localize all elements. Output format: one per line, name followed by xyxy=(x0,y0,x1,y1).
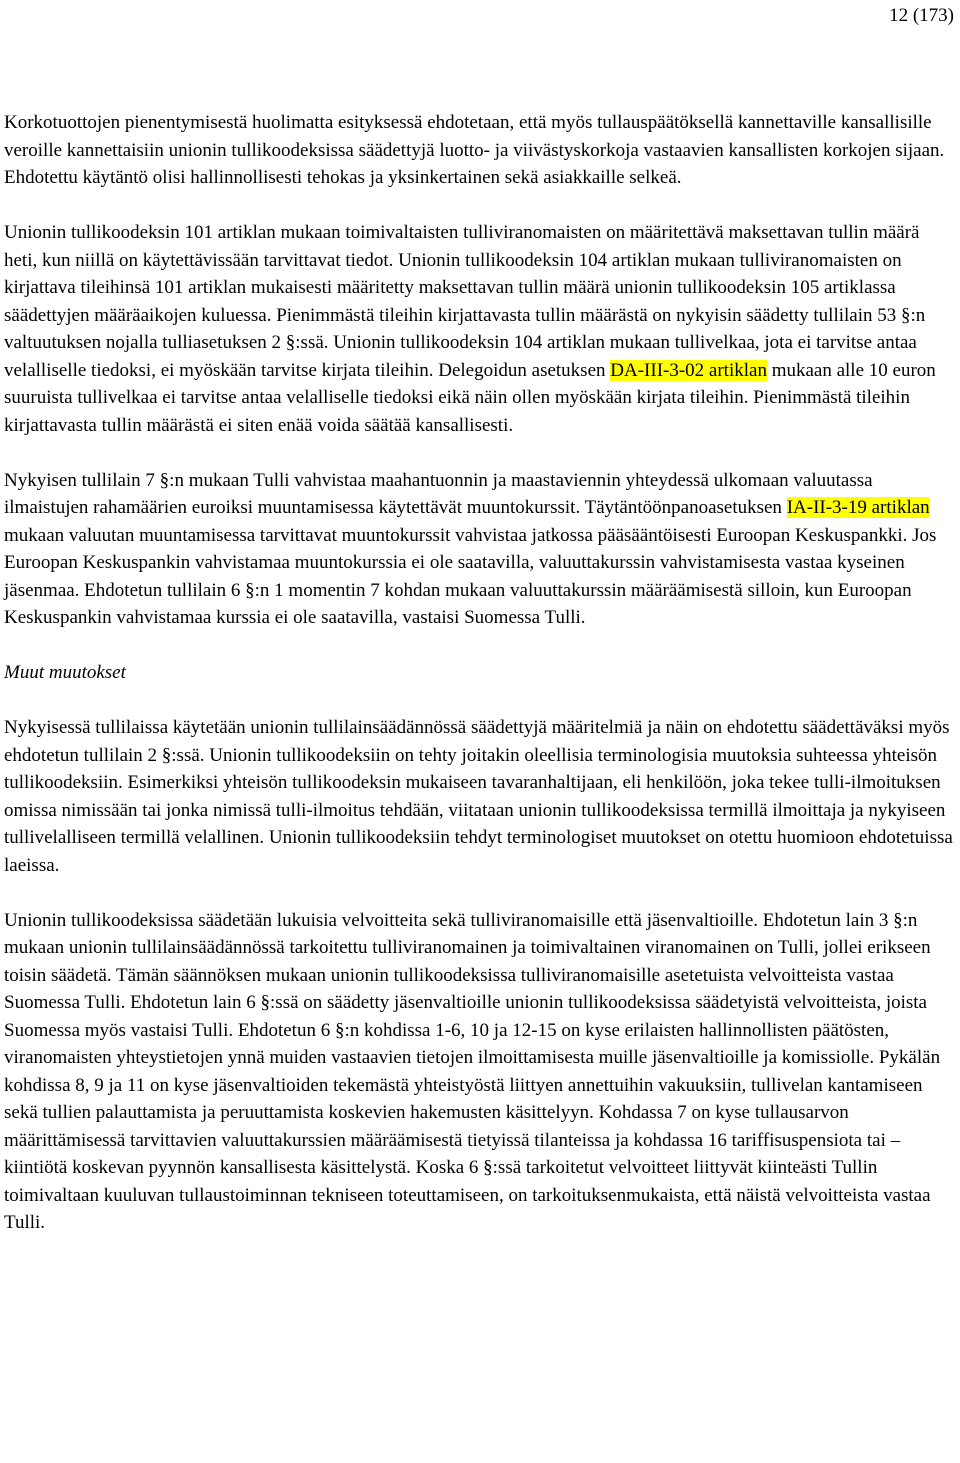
paragraph-interest-rates: Korkotuottojen pienentymisestä huolimatta esityksessä ehdotetaan, että myös tullauspäätöksellä kannettaville kansallisille veroille kannettaisiin unionin tullikoodeksissa säädettyjä luotto- ja viivästyskorkoja vastaavien kansallisten korkojen sijaan. Ehdotettu käytäntö olisi hallinnollisesti tehokas ja yksinkertainen sekä asiakkaille selkeä. xyxy=(4,112,945,188)
paragraph-text: mukaan alle 10 euron suuruista tullivelkaa ei tarvitse antaa velalliselle tiedoksi eikä näin ollen myöskään kirjata tileihin. Pienimmästä tileihin kirjattavasta tullin määrästä ei siten enää voida säätää kansallisesti. xyxy=(4,359,936,436)
paragraph-exchange-rates xyxy=(4,467,954,632)
paragraph-customs-debt xyxy=(4,219,954,439)
section-heading: Muut muutokset xyxy=(4,662,126,683)
paragraph-text: Nykyisen tullilain 7 §:n mukaan Tulli vahvistaa maahantuonnin ja maastaviennin yhteydessä ulkomaan valuutassa ilmaistujen rahamäärien euroiksi muuntamisessa käytettävät muuntokurssit. Täytäntöönpanoasetuksen xyxy=(4,469,873,518)
highlighted-reference: DA-III-3-02 artiklan xyxy=(610,359,767,381)
paragraph-obligations: Unionin tullikoodeksissa säädetään lukuisia velvoitteita sekä tulliviranomaisille että jäsenvaltioille. Ehdotetun lain 3 §:n mukaan unionin tullilainsäädännössä tarkoitettu tulliviranomainen ja toimivaltainen viranomainen on Tulli, jollei erikseen toisin säädetä. Tämän säännöksen mukaan unionin tullikoodeksissa tulliviranomaisille asetetuista velvoitteista vastaa Suomessa Tulli. Ehdotetun lain 6 §:ssä on säädetty jäsenvaltioille unionin tullikoodeksissa säädetyistä velvoitteista, joista Suomessa myös vastaisi Tulli. Ehdotetun 6 §:n kohdissa 1-6, 10 ja 12-15 on kyse erilaisten hallinnollisten päätösten, viranomaisten yhteystietojen ynnä muiden vastaavien tietojen ilmoittamisesta muille jäsenvaltioille ja komissiolle. Pykälän kohdissa 8, 9 ja 11 on kyse jäsenvaltioiden tekemästä yhteistyöstä liittyen annettuihin vakuuksiin, tullivelan kantamiseen sekä tullien palauttamista ja peruuttamista koskevien hakemusten käsittelyyn. Kohdassa 7 on kyse tullausarvon määrittämisessä tarvittavien valuuttakurssien määräämisestä tietyissä tilanteissa ja kohdassa 16 tariffisuspensiota tai –kiintiötä koskevan pyynnön kansallisesta käsittelystä. Koska 6 §:ssä tarkoitetut velvoitteet liittyvät kiinteästi Tullin toimivaltaan kuuluvan tullaustoiminnan tekniseen toteuttamiseen, on tarkoituksenmukaista, että näistä velvoitteista vastaa Tulli. xyxy=(4,909,941,1233)
highlighted-reference: IA-II-3-19 artiklan xyxy=(786,497,930,518)
paragraph-terminology: Nykyisessä tullilaissa käytetään unionin tullilainsäädännössä säädettyjä määritelmiä ja näin on ehdotettu säädettäväksi myös ehdotetun tullilain 2 §:ssä. Unionin tullikoodeksiin on tehty joitakin oleellisia terminologisia muutoksia suhteessa yhteisön tullikoodeksiin. Esimerkiksi yhteisön tullikoodeksin mukaiseen tavaranhaltijaan, eli henkilöön, joka tekee tulli-ilmoituksen omissa nimissään tai jonka nimissä tulli-ilmoitus tehdään, viitataan unionin tullikoodeksissa termillä ilmoittaja ja nykyiseen tullivelalliseen termillä velallinen. Unionin tullikoodeksiin tehdyt terminologiset muutokset on otettu huomioon ehdotetuissa laeissa. xyxy=(4,717,953,876)
page-number: 12 (173) xyxy=(889,5,954,26)
paragraph-text: Unionin tullikoodeksin 101 artiklan mukaan toimivaltaisten tulliviranomaisten on määritettävä maksettavan tullin määrä heti, kun niillä on käytettävissään tarvittavat tiedot. Unionin tullikoodeksin 104 artiklan mukaan tulliviranomaisten on kirjattava tileihinsä 101 artiklan mukaisesti määritetty maksettavan tullin määrä unionin tullikoodeksin 105 artiklassa säädettyjen määräaikojen kuluessa. Pienimmästä tileihin kirjattavasta tullin määrästä on nykyisin säädetty tullilain 53 §:n valtuutuksen nojalla tulliasetuksen 2 §:ssä. Unionin tullikoodeksin 104 artiklan mukaan tullivelkaa, jota ei tarvitse antaa velalliselle tiedoksi, ei myöskään tarvitse kirjata tileihin. Delegoidun asetuksen xyxy=(4,222,926,381)
document-body xyxy=(4,109,954,1264)
paragraph-text: mukaan valuutan muuntamisessa tarvittavat muuntokurssit vahvistaa jatkossa pääsääntöisesti Euroopan Keskuspankki. Jos Euroopan Keskuspankin vahvistamaa muuntokurssia ei ole saatavilla, valuuttakurssin vahvistamisesta vastaa kyseinen jäsenmaa. Ehdotetun tullilain 6 §:n 1 momentin 7 kohdan mukaan valuuttakurssin määräämisestä silloin, kun Euroopan Keskuspankin vahvistamaa kurssia ei ole saatavilla, vastaisi Suomessa Tulli. xyxy=(4,524,937,628)
